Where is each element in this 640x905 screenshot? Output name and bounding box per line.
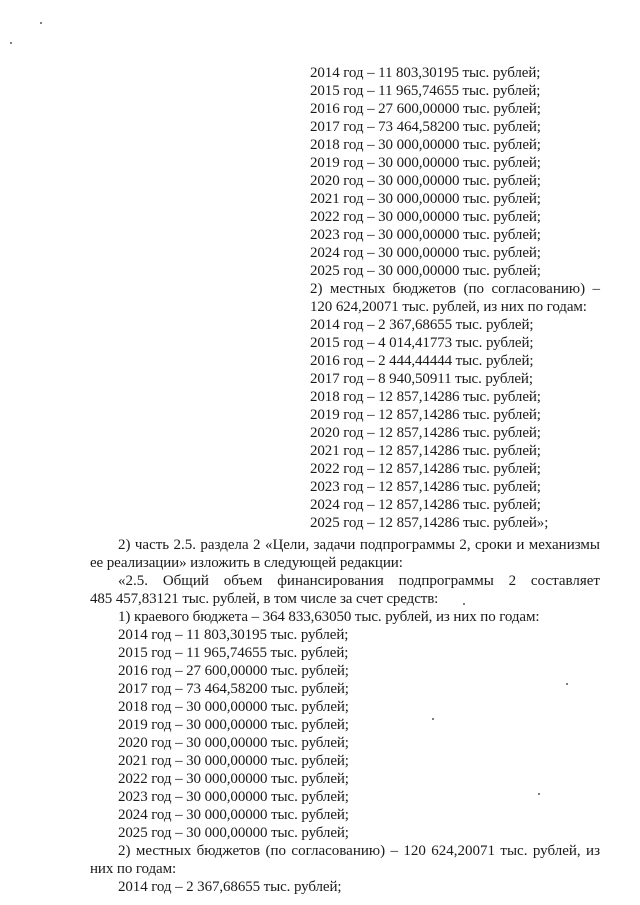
scan-speck [10,42,12,44]
year-line: 2020 год – 30 000,00000 тыс. рублей; [310,173,541,189]
year-line: 2016 год – 27 600,00000 тыс. рублей; [310,101,541,117]
year-line: 2019 год – 30 000,00000 тыс. рублей; [118,717,349,733]
year-line: 2018 год – 12 857,14286 тыс. рублей; [310,389,541,405]
year-line: 2022 год – 12 857,14286 тыс. рублей; [310,461,541,477]
paragraph-line: них по годам: [90,861,177,877]
year-line: 2016 год – 27 600,00000 тыс. рублей; [118,663,349,679]
year-line: 2023 год – 30 000,00000 тыс. рублей; [310,227,541,243]
scan-speck [432,718,434,720]
year-line: 2019 год – 12 857,14286 тыс. рублей; [310,407,541,423]
year-line: 2025 год – 30 000,00000 тыс. рублей; [118,825,349,841]
scan-speck [40,22,42,24]
scan-speck [566,683,568,685]
year-line: 2021 год – 30 000,00000 тыс. рублей; [310,191,541,207]
paragraph-line: 2) местных бюджетов (по согласованию) – 120 624,20071 тыс. рублей, из [118,843,600,859]
year-line: 2025 год – 12 857,14286 тыс. рублей»; [310,515,549,531]
year-line: 2024 год – 30 000,00000 тыс. рублей; [118,807,349,823]
year-line: 2023 год – 30 000,00000 тыс. рублей; [118,789,349,805]
year-line: 2014 год – 2 367,68655 тыс. рублей; [118,879,342,895]
year-line: 2014 год – 11 803,30195 тыс. рублей; [118,627,349,643]
year-line: 2014 год – 2 367,68655 тыс. рублей; [310,317,534,333]
year-line: 2017 год – 73 464,58200 тыс. рублей; [310,119,541,135]
year-line: 2023 год – 12 857,14286 тыс. рублей; [310,479,541,495]
regional-budget-heading: 1) краевого бюджета – 364 833,63050 тыс. рублей, из них по годам: [118,609,540,625]
year-line: 2024 год – 12 857,14286 тыс. рублей; [310,497,541,513]
year-line: 2016 год – 2 444,44444 тыс. рублей; [310,353,534,369]
local-budget-heading: 2) местных бюджетов (по согласованию) – [310,281,600,297]
paragraph-line: 2) часть 2.5. раздела 2 «Цели, задачи подпрограммы 2, сроки и механизмы [118,537,600,553]
year-line: 2022 год – 30 000,00000 тыс. рублей; [118,771,349,787]
year-line: 2017 год – 73 464,58200 тыс. рублей; [118,681,349,697]
scan-speck [463,603,465,605]
year-line: 2014 год – 11 803,30195 тыс. рублей; [310,65,541,81]
year-line: 2015 год – 11 965,74655 тыс. рублей; [310,83,541,99]
year-line: 2022 год – 30 000,00000 тыс. рублей; [310,209,541,225]
year-line: 2021 год – 12 857,14286 тыс. рублей; [310,443,541,459]
year-line: 2017 год – 8 940,50911 тыс. рублей; [310,371,533,387]
year-line: 2018 год – 30 000,00000 тыс. рублей; [310,137,541,153]
paragraph-line: 485 457,83121 тыс. рублей, в том числе за счет средств: [90,591,439,607]
year-line: 2015 год – 4 014,41773 тыс. рублей; [310,335,534,351]
paragraph-line: «2.5. Общий объем финансирования подпрограммы 2 составляет [118,573,600,589]
year-line: 2018 год – 30 000,00000 тыс. рублей; [118,699,349,715]
year-line: 2020 год – 12 857,14286 тыс. рублей; [310,425,541,441]
year-line: 2021 год – 30 000,00000 тыс. рублей; [118,753,349,769]
year-line: 2020 год – 30 000,00000 тыс. рублей; [118,735,349,751]
scan-speck [538,793,540,795]
year-line: 2019 год – 30 000,00000 тыс. рублей; [310,155,541,171]
year-line: 2015 год – 11 965,74655 тыс. рублей; [118,645,349,661]
local-budget-total: 120 624,20071 тыс. рублей, из них по годам: [310,299,587,315]
paragraph-line: ее реализации» изложить в следующей редакции: [90,555,403,571]
year-line: 2024 год – 30 000,00000 тыс. рублей; [310,245,541,261]
year-line: 2025 год – 30 000,00000 тыс. рублей; [310,263,541,279]
